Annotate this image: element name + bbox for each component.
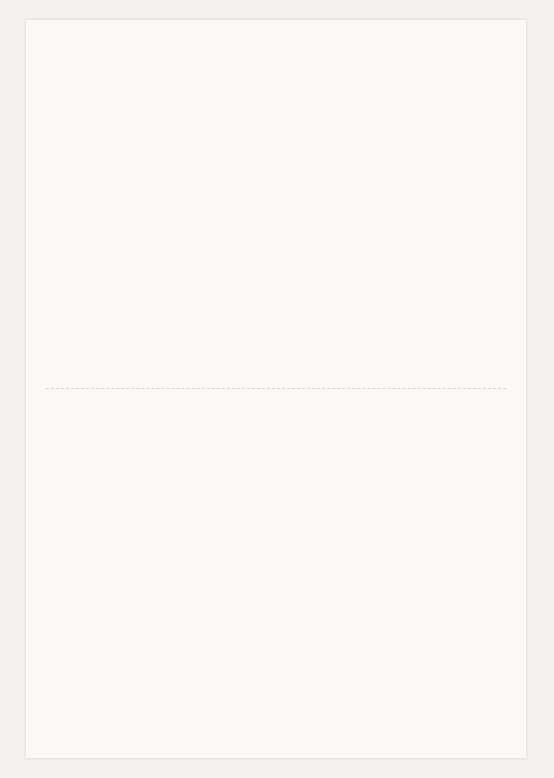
column-gap <box>46 388 506 389</box>
text-column-top <box>26 20 526 376</box>
paper-sheet <box>26 20 526 758</box>
text-column-bottom <box>26 402 526 758</box>
